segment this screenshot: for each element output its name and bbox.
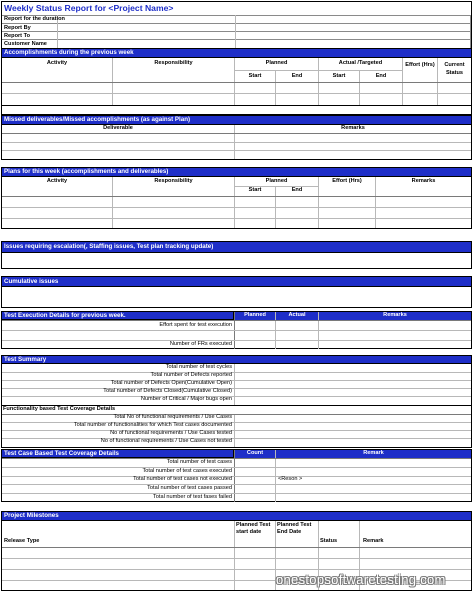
col-actual-targeted: Actual /Targeted [338, 60, 383, 66]
row-label: Total number of Defects Open(Cumulative Open) [110, 380, 232, 386]
cumulative-area [1, 287, 472, 308]
col-end: End [375, 73, 387, 79]
col-remark: Remark [363, 538, 384, 544]
info-label-report-to: Report To [4, 33, 30, 39]
col-responsibility: Responsibility [154, 60, 193, 66]
reason-placeholder: <Reson > [278, 476, 303, 482]
col-responsibility: Responsibility [154, 178, 193, 184]
row-label: Number of Critical / Major bugs open [140, 396, 232, 402]
section-header-test-summary: Test Summary [1, 355, 472, 364]
section-header-test-execution: Test Execution Details for previous week. [1, 311, 234, 320]
spacer-row [1, 106, 472, 115]
row-label: Total number of test cases passed [147, 485, 232, 491]
row-label: Total number of Defects reported [150, 372, 232, 378]
col-effort: Effort (Hrs) [405, 62, 435, 68]
col-planned: Planned [265, 178, 288, 184]
row-label: Effort spent for test execution [159, 322, 232, 328]
row-label: Total number of test cycles [165, 364, 232, 370]
info-label-customer: Customer Name [4, 41, 47, 47]
col-count: Count [246, 450, 264, 456]
col-planned: Planned [265, 60, 288, 66]
header-block [1, 1, 472, 49]
info-label-report-by: Report By [4, 25, 31, 31]
col-remarks: Remarks [383, 312, 407, 318]
col-current-status: Current Status [444, 62, 465, 76]
missed-table [1, 125, 472, 160]
plans-table [1, 177, 472, 229]
col-deliverable: Deliverable [103, 125, 133, 131]
row-label: No of functional requirements / Use Cases tested [110, 430, 232, 436]
col-activity: Activity [46, 178, 68, 184]
section-header-issues: Issues requiring escalation(, Staffing issues, Test plan tracking update) [1, 241, 472, 253]
row-label: Total No of functional requirements / Use Cases [113, 414, 232, 420]
col-planned-test-start: Planned Test start date [236, 522, 271, 535]
report-title: Weekly Status Report for <Project Name> [4, 3, 174, 13]
info-row [2, 24, 471, 32]
row-label: Number of FRs executed [169, 341, 232, 347]
col-effort: Effort (Hrs) [332, 178, 362, 184]
col-start: Start [248, 187, 262, 193]
info-label-duration: Report for the duration [4, 16, 65, 22]
col-remark: Remark [363, 450, 384, 456]
info-row [2, 32, 471, 40]
row-label: No of functional requirements / Use Cases not tested [100, 438, 232, 444]
test-execution-table [1, 311, 472, 349]
cell-divider [235, 15, 236, 49]
test-summary-table [1, 364, 472, 406]
col-remarks: Remarks [341, 125, 365, 131]
row-label: Total number of test cases [166, 459, 232, 465]
section-header-accomplishments: Accomplishments during the previous week [1, 48, 472, 58]
col-release-type: Release Type [4, 538, 40, 544]
section-header-missed: Missed deliverables/Missed accomplishments (as against Plan) [1, 115, 472, 125]
section-header-test-case: Test Case Based Test Coverage Details [1, 449, 234, 458]
accomplishments-table [1, 58, 472, 106]
info-row [2, 15, 471, 24]
section-header-milestones: Project Milestones [1, 511, 472, 521]
watermark: onestopsoftwaretesting.com [276, 572, 446, 587]
row-label: Total number of test fases failed [153, 494, 232, 500]
col-planned-test-end: Planned Test End Date [277, 522, 312, 535]
col-end: End [291, 73, 303, 79]
section-header-cumulative: Cumulative issues [1, 276, 472, 287]
section-header-functionality: Functionality based Test Coverage Details [3, 406, 116, 412]
col-start: Start [332, 73, 346, 79]
status-report-sheet [1, 1, 472, 591]
section-header-plans: Plans for this week (accomplishments and deliverables) [1, 167, 472, 177]
row-label: Total number of test cases executed [142, 468, 232, 474]
row-label: Total number of Defects Closed(Cumulative Closed) [103, 388, 232, 394]
col-start: Start [248, 73, 262, 79]
col-activity: Activity [46, 60, 68, 66]
col-end: End [291, 187, 303, 193]
functionality-table [1, 406, 472, 448]
issues-area [1, 253, 472, 269]
col-planned: Planned [244, 312, 266, 318]
row-label: Total number of functionalities for which Test cases documented [73, 422, 232, 428]
col-remarks: Remarks [411, 178, 436, 184]
row-label: Total number of test cases not executed [133, 476, 232, 482]
col-actual: Actual [288, 312, 306, 318]
test-case-table [1, 449, 472, 502]
col-status: Status [320, 538, 338, 544]
